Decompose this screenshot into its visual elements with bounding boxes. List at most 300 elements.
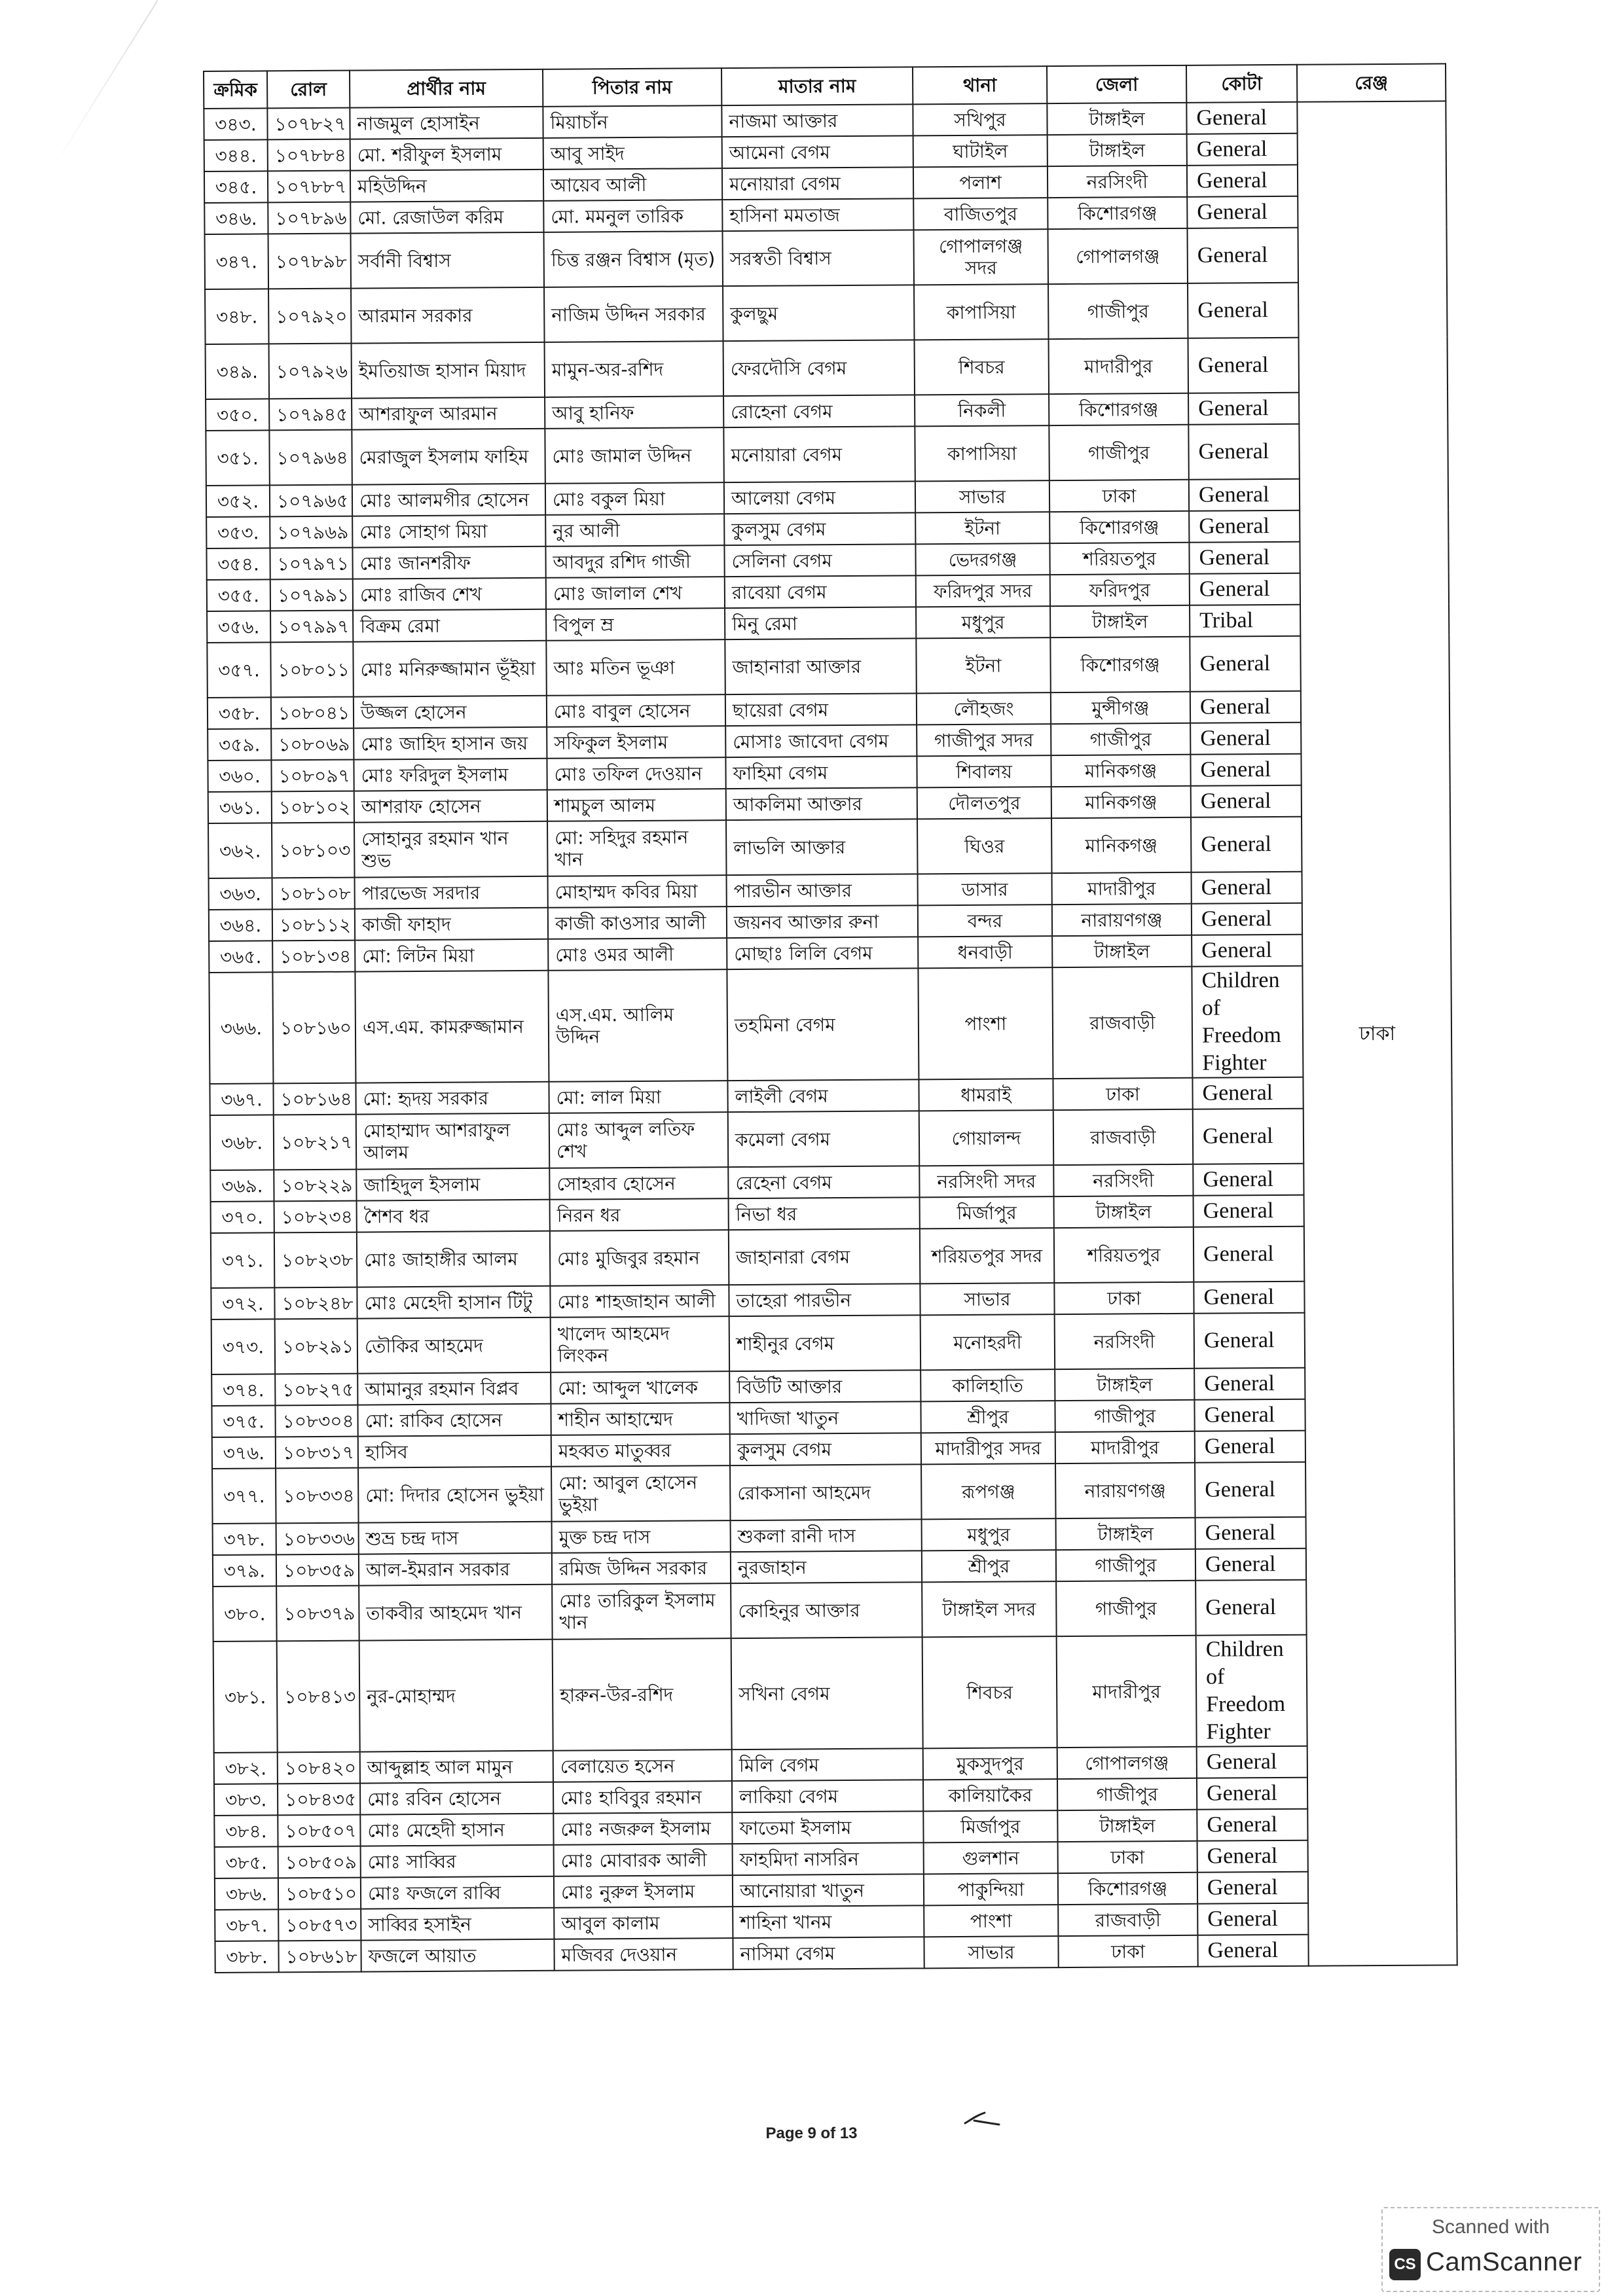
- father-name-cell: নুর আলী: [545, 514, 724, 547]
- roll-cell: ১০৭৮৯৬: [268, 202, 350, 234]
- serial-cell: ৩৭১.: [211, 1232, 275, 1288]
- thana-cell: ঘিওর: [917, 818, 1052, 874]
- thana-cell: কাপাসিয়া: [914, 284, 1049, 340]
- quota-cell: General: [1195, 1431, 1305, 1463]
- roll-cell: ১০৮৩৩৪: [276, 1468, 359, 1524]
- district-cell: টাঙ্গাইল: [1057, 1810, 1197, 1842]
- scan-fold-line: [53, 0, 158, 167]
- district-cell: কিশোরগঞ্জ: [1058, 1873, 1197, 1905]
- table-row: [211, 1225, 1453, 1288]
- quota-cell: General: [1187, 228, 1298, 283]
- thana-cell: মধুপুর: [922, 1518, 1056, 1551]
- district-cell: ঢাকা: [1053, 1078, 1192, 1110]
- candidate-name-cell: মো: দিদার হোসেন ভুইয়া: [358, 1467, 552, 1523]
- roll-cell: ১০৮২৩৪: [274, 1201, 357, 1233]
- father-name-cell: মোঃ মুজিবুর রহমান: [550, 1230, 729, 1286]
- roll-cell: ১০৭৯৬৪: [269, 430, 352, 486]
- serial-cell: ৩৪৪.: [204, 139, 268, 171]
- roll-cell: ১০৮০১১: [270, 642, 354, 698]
- serial-cell: ৩৮৬.: [215, 1878, 278, 1910]
- father-name-cell: মোঃ হাবিবুর রহমান: [553, 1781, 732, 1814]
- candidate-name-cell: মো: লিটন মিয়া: [355, 939, 548, 972]
- candidate-name-cell: শুভ্র চন্দ্র দাস: [359, 1522, 552, 1554]
- table-row: [213, 1634, 1456, 1753]
- mother-name-cell: ফেরদৌসি বেগম: [723, 340, 915, 396]
- district-cell: টাঙ্গাইল: [1047, 103, 1186, 135]
- serial-cell: ৩৪৯.: [206, 344, 270, 399]
- quota-cell: Tribal: [1190, 605, 1300, 637]
- candidate-name-cell: আরমান সরকার: [351, 287, 545, 344]
- thana-cell: ভেদরগঞ্জ: [915, 543, 1049, 575]
- roll-cell: ১০৭৯২০: [268, 289, 352, 344]
- candidate-name-cell: মো. শরীফুল ইসলাম: [350, 138, 543, 171]
- thana-cell: পাংশা: [924, 1905, 1058, 1937]
- serial-cell: ৩৮২.: [214, 1752, 278, 1784]
- father-name-cell: হারুন-উর-রশিদ: [553, 1638, 732, 1751]
- district-cell: নরসিংদী: [1055, 1314, 1195, 1369]
- thana-cell: কালিহাতি: [921, 1369, 1055, 1401]
- father-name-cell: আবু হানিফ: [545, 396, 723, 429]
- thana-cell: ইটনা: [915, 512, 1049, 544]
- mother-name-cell: জাহানারা আক্তার: [725, 638, 917, 694]
- thana-cell: পলাশ: [913, 166, 1048, 198]
- district-cell: মানিকগঞ্জ: [1051, 817, 1192, 873]
- father-name-cell: মুক্ত চন্দ্র দাস: [552, 1520, 731, 1553]
- mother-name-cell: কোহিনুর আক্তার: [731, 1582, 922, 1638]
- quota-cell: General: [1190, 636, 1301, 692]
- district-cell: নারায়ণগঞ্জ: [1052, 904, 1192, 936]
- candidate-name-cell: মোঃ সাব্বির: [361, 1845, 554, 1878]
- candidate-name-cell: তাকবীর আহমেদ খান: [359, 1585, 553, 1641]
- table-row: [215, 1933, 1457, 1973]
- father-name-cell: নাজিম উদ্দিন সরকার: [544, 286, 723, 342]
- candidate-name-cell: হাসিব: [358, 1435, 551, 1468]
- roll-cell: ১০৮৬১৮: [278, 1941, 361, 1973]
- roll-cell: ১০৭৮৯৮: [268, 234, 352, 289]
- father-name-cell: মোঃ বাবুল হোসেন: [547, 694, 725, 727]
- roll-cell: ১০৮০৬৯: [271, 728, 354, 761]
- thana-cell: গাজীপুর সদর: [917, 724, 1051, 756]
- quota-cell: General: [1197, 1935, 1308, 1967]
- candidate-name-cell: আব্দুল্লাহ আল মামুন: [360, 1751, 553, 1784]
- district-cell: গাজীপুর: [1055, 1400, 1194, 1432]
- serial-cell: ৩৪৫.: [204, 171, 268, 203]
- roll-cell: ১০৭৯৭১: [270, 548, 352, 580]
- serial-cell: ৩৫৬.: [207, 611, 270, 643]
- mother-name-cell: কুলসুম বেগম: [724, 512, 915, 545]
- mother-name-cell: মিনু রেমা: [725, 607, 916, 639]
- table-row: [209, 965, 1451, 1084]
- district-cell: মানিকগঞ্জ: [1051, 755, 1190, 787]
- thana-cell: ফরিদপুর সদর: [916, 575, 1050, 607]
- roll-cell: ১০৭৯৯৭: [270, 611, 353, 643]
- header-thana: থানা: [913, 66, 1047, 104]
- candidate-name-cell: মো: হৃদয় সরকার: [356, 1082, 549, 1115]
- mother-name-cell: ফাহমিদা নাসরিন: [733, 1842, 924, 1875]
- thana-cell: শিবচর: [922, 1636, 1057, 1748]
- roll-cell: ১০৭৯৯১: [270, 579, 353, 611]
- candidate-name-cell: শৈশব ধর: [357, 1200, 550, 1232]
- camscanner-logo-icon: CS: [1389, 2249, 1421, 2280]
- mother-name-cell: ছায়েরা বেগম: [725, 693, 917, 726]
- father-name-cell: শাহীন আহাম্মেদ: [551, 1403, 729, 1435]
- header-mother-name: মাতার নাম: [721, 67, 913, 105]
- quota-cell: General: [1190, 573, 1300, 605]
- serial-cell: ৩৫৯.: [208, 728, 271, 761]
- roll-cell: ১০৮৩৫৯: [276, 1554, 359, 1587]
- candidate-name-cell: নাজমুল হোসাইন: [350, 107, 543, 139]
- quota-cell: General: [1191, 785, 1302, 817]
- father-name-cell: আবদুর রশিদ গাজী: [545, 545, 724, 578]
- district-cell: মাদারীপুর: [1052, 872, 1192, 905]
- father-name-cell: বেলায়েত হসেন: [553, 1749, 732, 1782]
- mother-name-cell: লাকিয়া বেগম: [732, 1780, 923, 1812]
- district-cell: ঢাকা: [1058, 1935, 1197, 1967]
- quota-cell: General: [1197, 1746, 1307, 1778]
- father-name-cell: চিত্ত রঞ্জন বিশ্বাস (মৃত): [544, 231, 723, 287]
- serial-cell: ৩৭২.: [211, 1287, 274, 1319]
- mother-name-cell: লাভলি আক্তার: [726, 819, 918, 875]
- quota-cell: General: [1194, 1282, 1304, 1314]
- table-row: [206, 423, 1448, 486]
- district-cell: গাজীপুর: [1057, 1778, 1197, 1810]
- candidate-name-cell: মো: রাকিব হোসেন: [357, 1404, 551, 1437]
- father-name-cell: মোঃ আব্দুল লতিফ শেখ: [549, 1112, 729, 1168]
- father-name-cell: মো: আব্দুল খালেক: [551, 1371, 729, 1404]
- father-name-cell: আয়েব আলী: [543, 168, 722, 201]
- district-cell: রাজবাড়ী: [1058, 1904, 1197, 1936]
- mother-name-cell: জয়নব আক্তার রুনা: [727, 905, 918, 938]
- camscanner-watermark: [1381, 2207, 1600, 2292]
- district-cell: গাজীপুর: [1051, 723, 1190, 755]
- district-cell: রাজবাড়ী: [1053, 1109, 1194, 1165]
- serial-cell: ৩৬৬.: [209, 972, 273, 1084]
- serial-cell: ৩৬৪.: [209, 909, 272, 941]
- candidate-name-cell: বিক্রম রেমা: [353, 609, 546, 642]
- watermark-brand: CamScanner: [1426, 2248, 1582, 2276]
- thana-cell: গুলশান: [924, 1842, 1058, 1874]
- father-name-cell: মো. মমনুল তারিক: [543, 200, 722, 232]
- district-cell: টাঙ্গাইল: [1056, 1518, 1195, 1550]
- roll-cell: ১০৮১০৮: [272, 878, 355, 910]
- page-number: Page 9 of 13: [765, 2125, 858, 2142]
- roll-cell: ১০৮১০৩: [272, 823, 355, 878]
- header-roll: রোল: [267, 71, 350, 109]
- roll-cell: ১০৮২৩৮: [274, 1232, 357, 1288]
- thana-cell: মনোহরদী: [921, 1314, 1055, 1370]
- candidate-name-cell: মোঃ মনিরুজ্জামান ভূঁইয়া: [353, 641, 547, 697]
- roll-cell: ১০৭৮৮৪: [268, 139, 350, 171]
- table-row: [205, 226, 1447, 289]
- father-name-cell: খালেদ আহমেদ লিংকন: [551, 1316, 730, 1372]
- mother-name-cell: আকলিমা আক্তার: [726, 787, 917, 820]
- quota-cell: General: [1197, 1903, 1308, 1935]
- roll-cell: ১০৮৩০৪: [275, 1405, 357, 1437]
- district-cell: কিশোরগঞ্জ: [1049, 511, 1189, 543]
- mother-name-cell: জাহানারা বেগম: [729, 1229, 921, 1285]
- serial-cell: ৩৪৩.: [204, 108, 267, 140]
- thana-cell: পাংশা: [918, 967, 1053, 1079]
- thana-cell: বাজিতপুর: [913, 198, 1048, 230]
- quota-cell: Children of Freedom Fighter: [1192, 966, 1303, 1078]
- quota-cell: General: [1195, 1549, 1306, 1581]
- district-cell: ঢাকা: [1058, 1841, 1197, 1873]
- roll-cell: ১০৮৪২০: [278, 1752, 360, 1784]
- mother-name-cell: কমেলা বেগম: [728, 1111, 920, 1167]
- father-name-cell: মো: সহিদুর রহমান খান: [547, 820, 727, 876]
- district-cell: ঢাকা: [1054, 1282, 1194, 1314]
- candidate-name-cell: ইমতিয়াজ হাসান মিয়াদ: [352, 342, 545, 399]
- roll-cell: ১০৮০৯৭: [271, 760, 354, 792]
- father-name-cell: নিরন ধর: [550, 1198, 729, 1231]
- quota-cell: General: [1194, 1399, 1305, 1431]
- father-name-cell: মোঃ মোবারক আলী: [554, 1844, 733, 1876]
- serial-cell: ৩৬০.: [208, 760, 271, 792]
- mother-name-cell: পারভীন আক্তার: [727, 874, 918, 906]
- quota-cell: General: [1194, 1313, 1305, 1369]
- district-cell: মাদারীপুর: [1055, 1431, 1195, 1463]
- candidate-name-cell: পারভেজ সরদার: [355, 876, 548, 909]
- father-name-cell: মোঃ শাহজাহান আলী: [550, 1285, 729, 1318]
- district-cell: কিশোরগঞ্জ: [1050, 637, 1190, 692]
- quota-cell: General: [1192, 935, 1302, 967]
- district-cell: শরিয়তপুর: [1054, 1227, 1194, 1283]
- candidate-name-cell: মোঃ মেহেদী হাসান টিটু: [357, 1286, 550, 1319]
- mother-name-cell: তহমিনা বেগম: [727, 968, 919, 1081]
- serial-cell: ৩৪৬.: [204, 202, 268, 234]
- thana-cell: নিকলী: [915, 394, 1049, 426]
- thana-cell: নরসিংদী সদর: [919, 1165, 1053, 1197]
- mother-name-cell: বিউটি আক্তার: [729, 1370, 921, 1403]
- thana-cell: গোয়ালন্দ: [919, 1110, 1054, 1166]
- thana-cell: শিবচর: [915, 339, 1049, 395]
- father-name-cell: শামচুল আলম: [547, 789, 726, 821]
- father-name-cell: মিয়াচাঁন: [543, 105, 721, 138]
- mother-name-cell: মিলি বেগম: [732, 1748, 923, 1781]
- candidate-name-cell: মোঃ মেহেদী হাসান: [360, 1814, 553, 1846]
- father-name-cell: বিপুল ম্র: [546, 608, 725, 641]
- father-name-cell: সোহরাব হোসেন: [549, 1167, 728, 1200]
- mother-name-cell: ফাহিমা বেগম: [725, 756, 917, 789]
- mother-name-cell: হাসিনা মমতাজ: [722, 198, 913, 231]
- district-cell: টাঙ্গাইল: [1054, 1196, 1194, 1228]
- thana-cell: লৌহজং: [917, 692, 1051, 725]
- father-name-cell: মোঃ তফিল দেওয়ান: [547, 757, 725, 790]
- candidate-name-cell: সোহানুর রহমান খান শুভ: [354, 821, 548, 878]
- roll-cell: ১০৮১৬০: [272, 972, 356, 1084]
- thana-cell: বন্দর: [918, 905, 1052, 937]
- serial-cell: ৩৬৫.: [209, 941, 272, 973]
- serial-cell: ৩৫৩.: [206, 516, 270, 548]
- candidate-name-cell: মোঃ সোহাগ মিয়া: [352, 515, 545, 548]
- thana-cell: কাপাসিয়া: [915, 425, 1049, 481]
- district-cell: কিশোরগঞ্জ: [1048, 197, 1187, 229]
- serial-cell: ৩৬৭.: [210, 1083, 273, 1115]
- district-cell: গাজীপুর: [1048, 283, 1188, 339]
- roll-cell: ১০৭৯৪৫: [269, 399, 352, 431]
- district-cell: নারায়ণগঞ্জ: [1055, 1463, 1195, 1518]
- serial-cell: ৩৭৫.: [211, 1405, 275, 1437]
- serial-cell: ৩৬২.: [208, 823, 272, 878]
- header-father-name: পিতার নাম: [543, 68, 721, 107]
- father-name-cell: মোঃ নজরুল ইসলাম: [553, 1812, 732, 1845]
- quota-cell: General: [1186, 102, 1297, 134]
- candidate-table-body: [204, 101, 1457, 1973]
- thana-cell: মির্জাপুর: [920, 1196, 1054, 1229]
- candidate-name-cell: আশরাফুল আরমান: [352, 397, 545, 430]
- roll-cell: ১০৭৮২৭: [267, 108, 350, 140]
- quota-cell: General: [1189, 542, 1300, 574]
- mother-name-cell: নাজমা আক্তার: [721, 104, 913, 137]
- quota-cell: General: [1195, 1462, 1306, 1518]
- district-cell: মানিকগঞ্জ: [1051, 786, 1191, 818]
- roll-cell: ১০৮২৭৫: [275, 1374, 357, 1406]
- roll-cell: ১০৮৩৭৯: [276, 1586, 359, 1641]
- candidate-name-cell: মোঃ রবিন হোসেন: [360, 1782, 553, 1815]
- father-name-cell: কাজী কাওসার আলী: [548, 906, 727, 939]
- candidate-name-cell: মোঃ ফরিদুল ইসলাম: [354, 759, 547, 791]
- quota-cell: General: [1194, 1195, 1304, 1227]
- serial-cell: ৩৮৫.: [215, 1846, 278, 1878]
- district-cell: গোপালগঞ্জ: [1048, 228, 1188, 284]
- roll-cell: ১০৮১০২: [272, 791, 354, 823]
- serial-cell: ৩৭৪.: [211, 1374, 275, 1406]
- roll-cell: ১০৮২২৯: [274, 1170, 356, 1202]
- serial-cell: ৩৬১.: [208, 791, 272, 823]
- candidate-name-cell: মহিউদ্দিন: [350, 170, 543, 202]
- table-row: [207, 635, 1449, 698]
- quota-cell: General: [1188, 283, 1299, 338]
- thana-cell: শিবালয়: [917, 755, 1051, 787]
- quota-cell: General: [1191, 817, 1302, 872]
- district-cell: ঢাকা: [1049, 480, 1189, 512]
- serial-cell: ৩৪৭.: [205, 234, 269, 289]
- serial-cell: ৩৭৮.: [213, 1523, 276, 1555]
- candidate-name-cell: মোহাম্মাদ আশরাফুল আলম: [356, 1113, 550, 1170]
- district-cell: গাজীপুর: [1049, 425, 1189, 480]
- serial-cell: ৩৮০.: [213, 1586, 277, 1641]
- table-row: [208, 816, 1450, 878]
- roll-cell: ১০৮৩৩৬: [276, 1523, 359, 1555]
- roll-cell: ১০৭৮৮৭: [268, 171, 350, 203]
- mother-name-cell: ফাতেমা ইসলাম: [732, 1811, 923, 1844]
- candidate-table: [203, 63, 1458, 1973]
- roll-cell: ১০৮৫০৭: [278, 1815, 360, 1847]
- table-row: [211, 1312, 1453, 1374]
- father-name-cell: আবু সাইদ: [543, 137, 722, 170]
- mother-name-cell: তাহেরা পারভীন: [729, 1283, 920, 1316]
- candidate-name-cell: কাজী ফাহাদ: [355, 908, 548, 941]
- serial-cell: ৩৫৭.: [207, 642, 271, 698]
- roll-cell: ১০৮৫০৯: [278, 1846, 361, 1878]
- serial-cell: ৩৭৯.: [213, 1554, 276, 1587]
- thana-cell: সখিপুর: [913, 103, 1047, 135]
- serial-cell: ৩৫২.: [206, 485, 270, 517]
- thana-cell: গোপালগঞ্জ সদর: [914, 229, 1049, 285]
- quota-cell: General: [1192, 1077, 1303, 1109]
- mother-name-cell: রোহেনা বেগম: [723, 395, 915, 427]
- district-cell: নরসিংদী: [1048, 166, 1187, 198]
- father-name-cell: মহব্বত মাতুব্বর: [551, 1434, 730, 1467]
- candidate-name-cell: মোঃ জাহাঙ্গীর আলম: [357, 1231, 551, 1287]
- candidate-name-cell: ফজলে আয়াত: [361, 1939, 554, 1972]
- roll-cell: ১০৮১৩৪: [272, 941, 355, 973]
- father-name-cell: মোঃ বকুল মিয়া: [545, 482, 724, 515]
- candidate-name-cell: আশরাফ হোসেন: [354, 790, 547, 823]
- mother-name-cell: রেহেনা বেগম: [728, 1166, 919, 1198]
- table-row: [212, 1461, 1454, 1524]
- mother-name-cell: নুরজাহান: [731, 1551, 922, 1583]
- serial-cell: ৩৮৮.: [215, 1941, 278, 1973]
- district-cell: গাজীপুর: [1056, 1581, 1196, 1636]
- serial-cell: ৩৮১.: [213, 1641, 278, 1753]
- thana-cell: পাকুন্দিয়া: [924, 1873, 1058, 1905]
- roll-cell: ১০৮৪৩৫: [278, 1784, 360, 1816]
- thana-cell: কালিয়াকৈর: [923, 1779, 1057, 1811]
- mother-name-cell: রাবেয়া বেগম: [725, 575, 916, 608]
- mother-name-cell: লাইলী বেগম: [727, 1079, 919, 1112]
- quota-cell: General: [1192, 872, 1302, 904]
- roll-cell: ১০৮২১৭: [274, 1115, 357, 1170]
- candidate-name-cell: সাব্বির হসাইন: [361, 1908, 554, 1941]
- roll-cell: ১০৭৯৬৫: [270, 485, 352, 517]
- father-name-cell: মামুন-অর-রশিদ: [545, 341, 724, 397]
- thana-cell: ইটনা: [916, 637, 1051, 693]
- candidate-name-cell: মোঃ রাজিব শেখ: [353, 578, 546, 611]
- thana-cell: ধামরাই: [919, 1079, 1053, 1111]
- roll-cell: ১০৭৯২৬: [269, 344, 352, 399]
- header-serial: ক্রমিক: [204, 71, 267, 109]
- quota-cell: General: [1189, 511, 1300, 543]
- district-cell: ফরিদপুর: [1050, 574, 1190, 606]
- mother-name-cell: নিভা ধর: [729, 1197, 920, 1230]
- candidate-name-cell: আল-ইমরান সরকার: [359, 1553, 552, 1586]
- quota-cell: General: [1194, 1368, 1305, 1400]
- serial-cell: ৩৮৩.: [214, 1784, 278, 1816]
- quota-cell: General: [1197, 1840, 1308, 1873]
- candidate-name-cell: মোঃ আলমগীর হোসেন: [352, 484, 545, 516]
- serial-cell: ৩৭৬.: [212, 1437, 276, 1469]
- father-name-cell: মোঃ ওমর আলী: [548, 938, 727, 971]
- serial-cell: ৩৪৮.: [205, 289, 269, 344]
- thana-cell: মুকসুদপুর: [923, 1748, 1057, 1780]
- roll-cell: ১০৮৫১০: [278, 1878, 361, 1910]
- candidate-name-cell: এস.এম. কামরুজ্জামান: [355, 971, 549, 1083]
- district-cell: কিশোরগঞ্জ: [1049, 393, 1188, 425]
- thana-cell: দৌলতপুর: [917, 787, 1051, 819]
- thana-cell: ঘাটাইল: [913, 135, 1048, 167]
- quota-cell: General: [1193, 1164, 1304, 1196]
- father-name-cell: মো: লাল মিয়া: [549, 1081, 727, 1113]
- table-row: [206, 336, 1448, 399]
- quota-cell: General: [1193, 1109, 1304, 1164]
- quota-cell: General: [1192, 903, 1302, 935]
- candidate-name-cell: মোঃ ফজলে রাব্বি: [361, 1876, 554, 1909]
- father-name-cell: আবুল কালাম: [554, 1907, 733, 1939]
- mother-name-cell: সখিনা বেগম: [731, 1637, 923, 1749]
- father-name-cell: রমিজ উদ্দিন সরকার: [552, 1552, 731, 1585]
- district-cell: টাঙ্গাইল: [1050, 605, 1190, 637]
- district-cell: রাজবাড়ী: [1052, 967, 1192, 1079]
- thana-cell: শ্রীপুর: [922, 1550, 1056, 1582]
- table-row: [205, 281, 1447, 344]
- thana-cell: ধনবাড়ী: [918, 936, 1052, 968]
- district-cell: শরিয়তপুর: [1049, 543, 1189, 575]
- candidate-name-cell: মো. রেজাউল করিম: [350, 201, 543, 234]
- father-name-cell: মোঃ নুরুল ইসলাম: [554, 1875, 733, 1908]
- serial-cell: ৩৫১.: [206, 430, 270, 486]
- thana-cell: শরিয়তপুর সদর: [920, 1228, 1055, 1283]
